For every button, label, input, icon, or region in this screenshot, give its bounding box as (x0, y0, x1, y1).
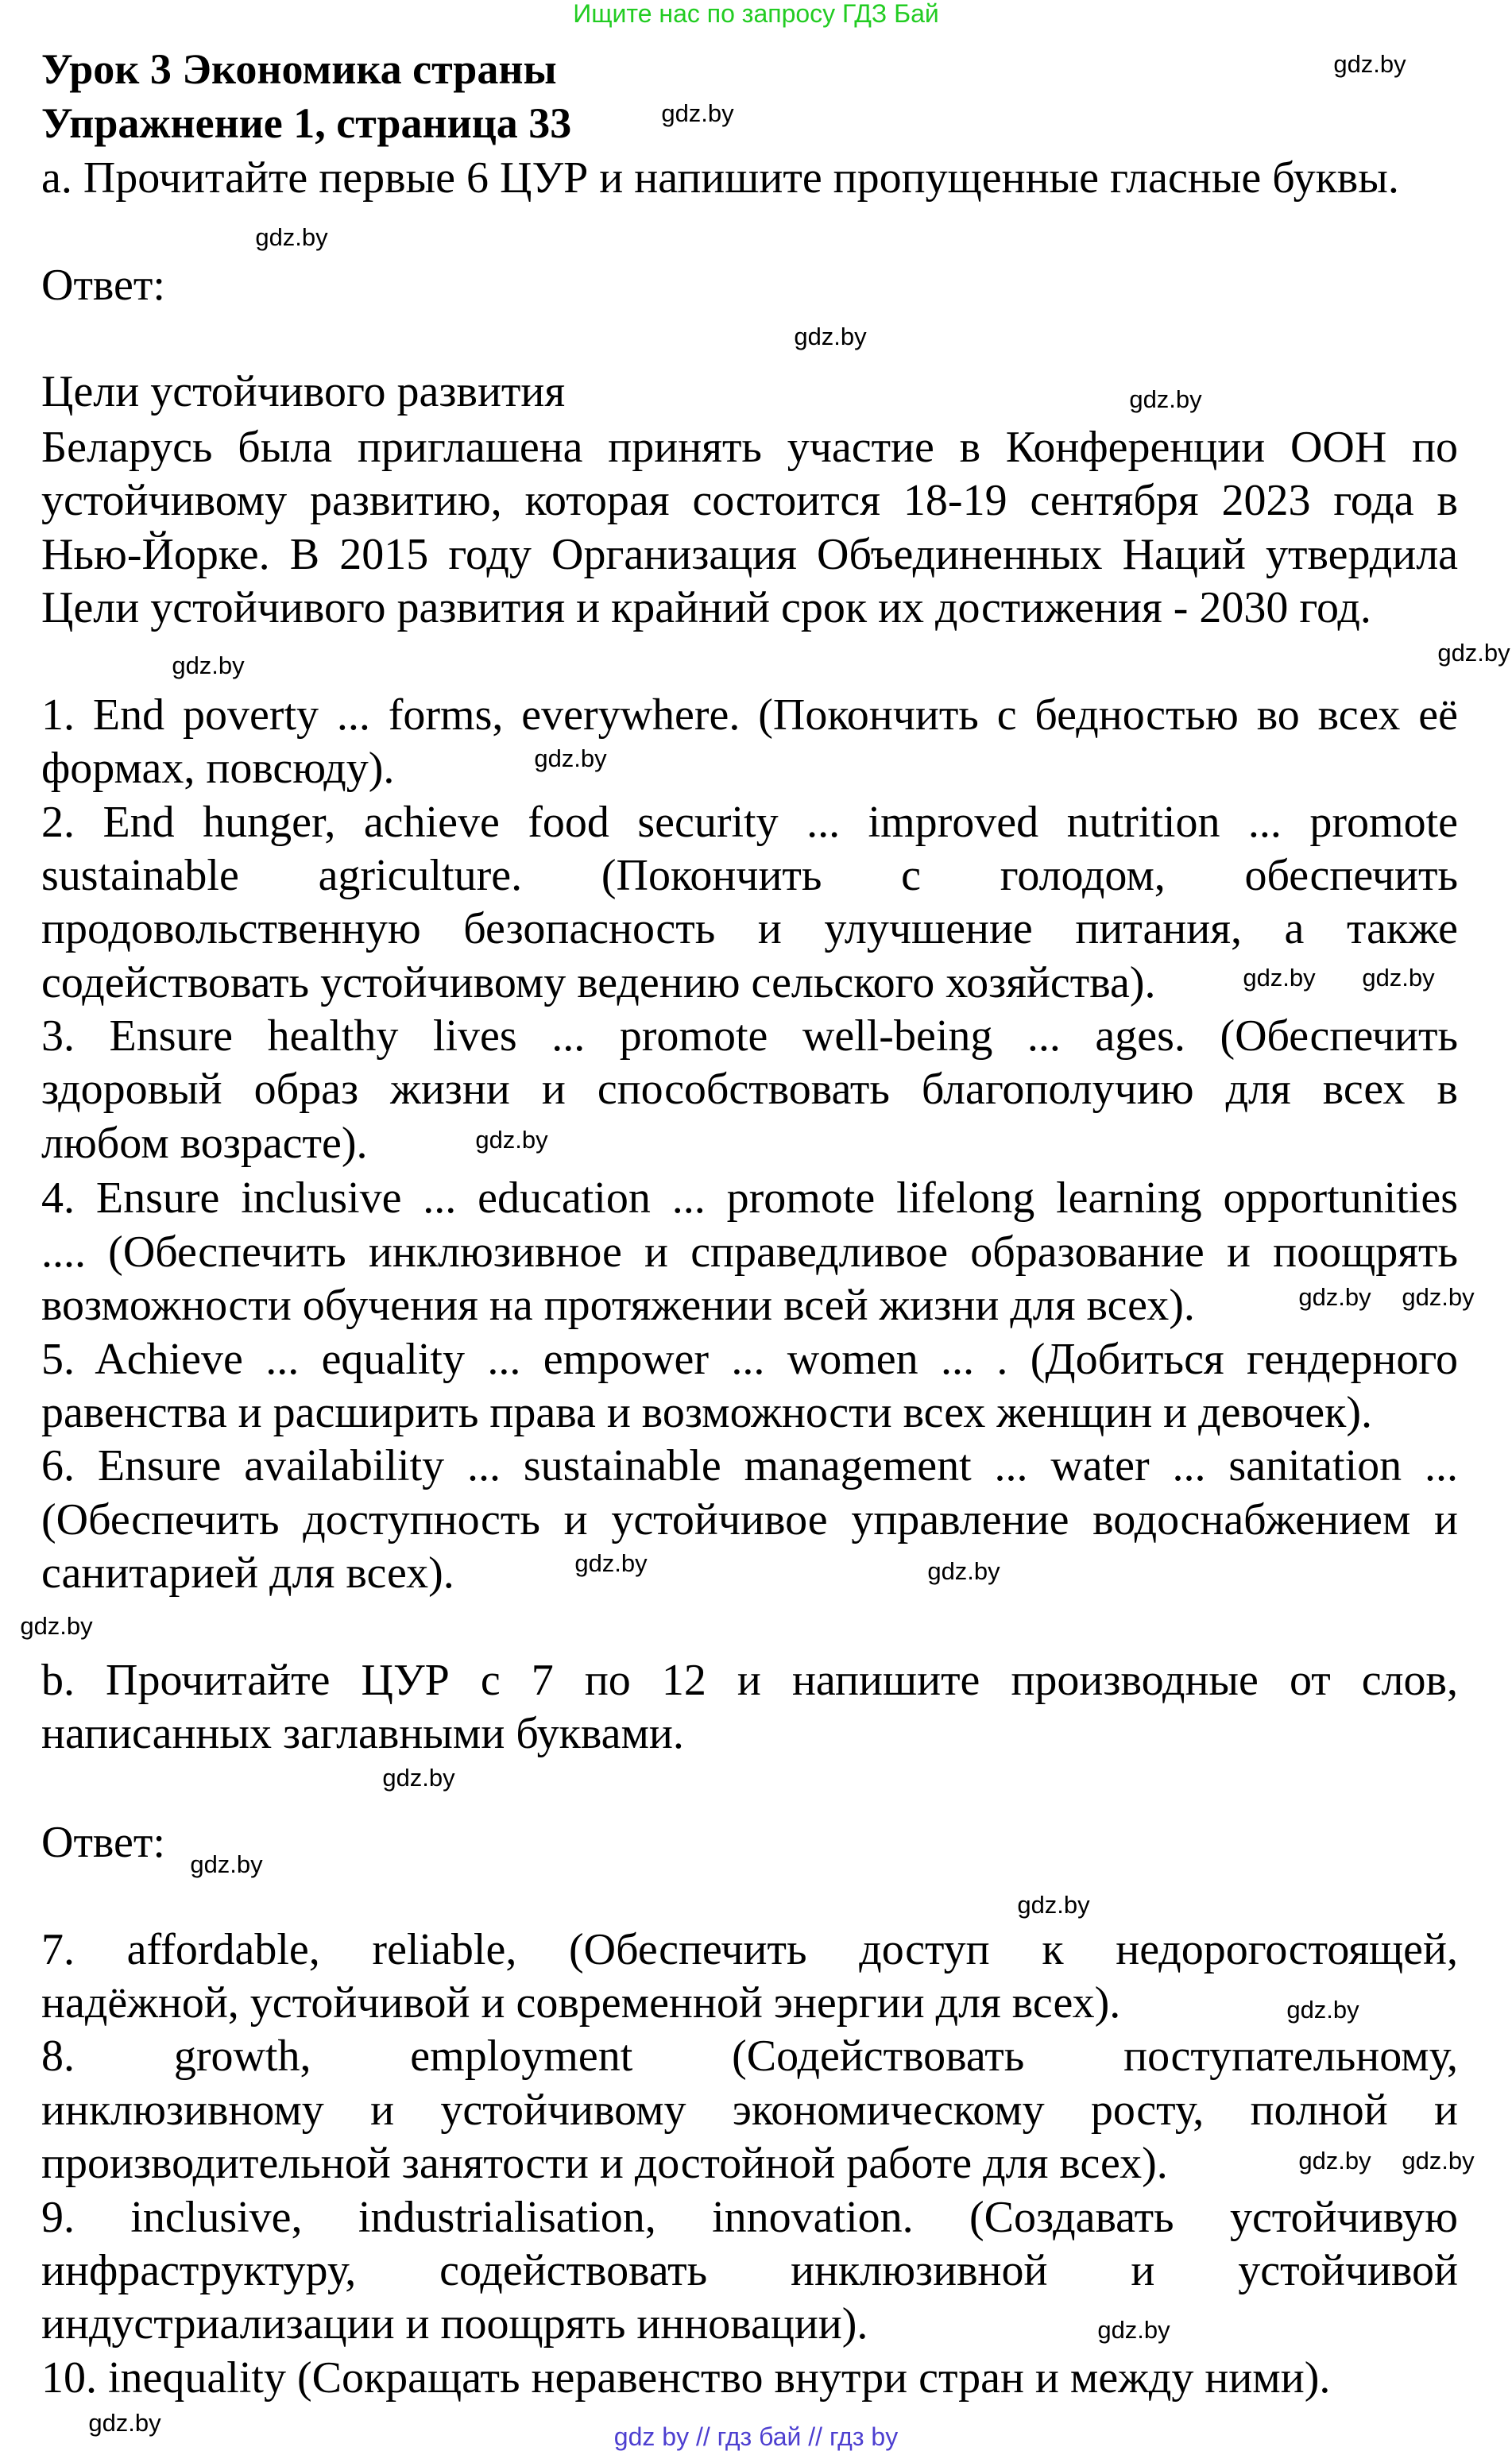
goal-line: 10. inequality (Сокращать неравенство внутри стран и между ними). (41, 2353, 1331, 2403)
watermark: gdz.by (1286, 1996, 1359, 2024)
goal-line: санитарией для всех). (41, 1548, 454, 1598)
goal-line: sustainable agriculture. (Покончить с голодом, обеспечить (41, 851, 1458, 900)
answer-label-b: Ответ: (41, 1818, 165, 1867)
goal-line: 1. End poverty ... forms, everywhere. (Покончить с бедностью во всех её (41, 690, 1458, 740)
goal-line: здоровый образ жизни и способствовать благополучию для всех в (41, 1065, 1458, 1114)
lesson-title: Урок 3 Экономика страны (41, 45, 557, 93)
goal-line: 4. Ensure inclusive ... education ... promote lifelong learning opportunities (41, 1173, 1458, 1223)
intro-line: Нью-Йорке. В 2015 году Организация Объединенных Наций утвердила (41, 530, 1458, 579)
goal-line: 9. inclusive, industrialisation, innovation. (Создавать устойчивую (41, 2193, 1458, 2242)
watermark: gdz.by (1298, 1283, 1371, 1311)
goal-line: 2. End hunger, achieve food security ... improved nutrition ... promote (41, 798, 1458, 847)
watermark: gdz.by (172, 651, 245, 679)
header-banner: Ищите нас по запросу ГДЗ Бай (573, 0, 939, 28)
watermark: gdz.by (1362, 964, 1435, 992)
goal-line: надёжной, устойчивой и современной энергии для всех). (41, 1978, 1121, 2028)
goal-line: продовольственную безопасность и улучшение питания, а также (41, 904, 1458, 953)
watermark: gdz.by (927, 1557, 1000, 1585)
watermark: gdz.by (190, 1850, 263, 1878)
intro-line: Беларусь была приглашена принять участие в Конференции ООН по (41, 423, 1458, 472)
watermark: gdz.by (1298, 2147, 1371, 2175)
task-a: а. Прочитайте первые 6 ЦУР и напишите пропущенные гласные буквы. (41, 153, 1399, 203)
goal-line: 7. affordable, reliable, (Обеспечить доступ к недорогостоящей, (41, 1925, 1458, 1974)
watermark: gdz.by (1333, 50, 1406, 78)
watermark: gdz.by (794, 323, 867, 350)
watermark: gdz.by (574, 1549, 648, 1577)
watermark: gdz.by (661, 99, 734, 127)
watermark: gdz.by (382, 1764, 455, 1792)
watermark: gdz.by (20, 1612, 93, 1640)
goal-line: 5. Achieve ... equality ... empower ... women ... . (Добиться гендерного (41, 1335, 1458, 1384)
watermark: gdz.by (1402, 1283, 1475, 1311)
intro-line: устойчивому развитию, которая состоится 18-19 сентября 2023 года в (41, 476, 1458, 525)
task-b: b. Прочитайте ЦУР с 7 по 12 и напишите производные от слов, (41, 1656, 1458, 1705)
goal-line: 3. Ensure healthy lives ... promote well-being ... ages. (Обеспечить (41, 1011, 1458, 1061)
watermark: gdz.by (534, 744, 607, 772)
goal-line: возможности обучения на протяжении всей жизни для всех). (41, 1281, 1195, 1330)
intro-line: Цели устойчивого развития и крайний срок их достижения - 2030 год. (41, 583, 1371, 632)
goal-line: (Обеспечить доступность и устойчивое управление водоснабжением и (41, 1495, 1458, 1544)
goal-line: 8. growth, employment (Содействовать поступательному, (41, 2032, 1458, 2081)
watermark: gdz.by (1097, 2316, 1170, 2344)
goal-line: .... (Обеспечить инклюзивное и справедливое образование и поощрять (41, 1227, 1458, 1277)
goal-line: содействовать устойчивому ведению сельского хозяйства). (41, 958, 1156, 1007)
task-b: написанных заглавными буквами. (41, 1709, 684, 1758)
goal-line: 6. Ensure availability ... sustainable management ... water ... sanitation ... (41, 1441, 1458, 1490)
watermark: gdz.by (1402, 2147, 1475, 2175)
goal-line: инклюзивному и устойчивому экономическому росту, полной и (41, 2086, 1458, 2135)
watermark: gdz.by (1437, 639, 1510, 667)
watermark: gdz.by (1017, 1891, 1090, 1919)
footer-links: gdz by // гдз бай // гдз by (613, 2422, 899, 2451)
text-title: Цели устойчивого развития (41, 367, 566, 416)
answer-label: Ответ: (41, 261, 165, 310)
exercise-subtitle: Упражнение 1, страница 33 (41, 99, 572, 147)
watermark: gdz.by (475, 1126, 548, 1154)
goal-line: любом возрасте). (41, 1119, 368, 1168)
goal-line: производительной занятости и достойной работе для всех). (41, 2139, 1168, 2188)
goal-line: формах, повсюду). (41, 744, 395, 793)
watermark: gdz.by (1129, 385, 1202, 413)
watermark: gdz.by (1243, 964, 1316, 992)
goal-line: инфраструктуру, содействовать инклюзивной и устойчивой (41, 2246, 1458, 2295)
goal-line: равенства и расширить права и возможности всех женщин и девочек). (41, 1388, 1372, 1437)
watermark: gdz.by (88, 2409, 161, 2437)
watermark: gdz.by (255, 223, 328, 251)
goal-line: индустриализации и поощрять инновации). (41, 2299, 868, 2349)
